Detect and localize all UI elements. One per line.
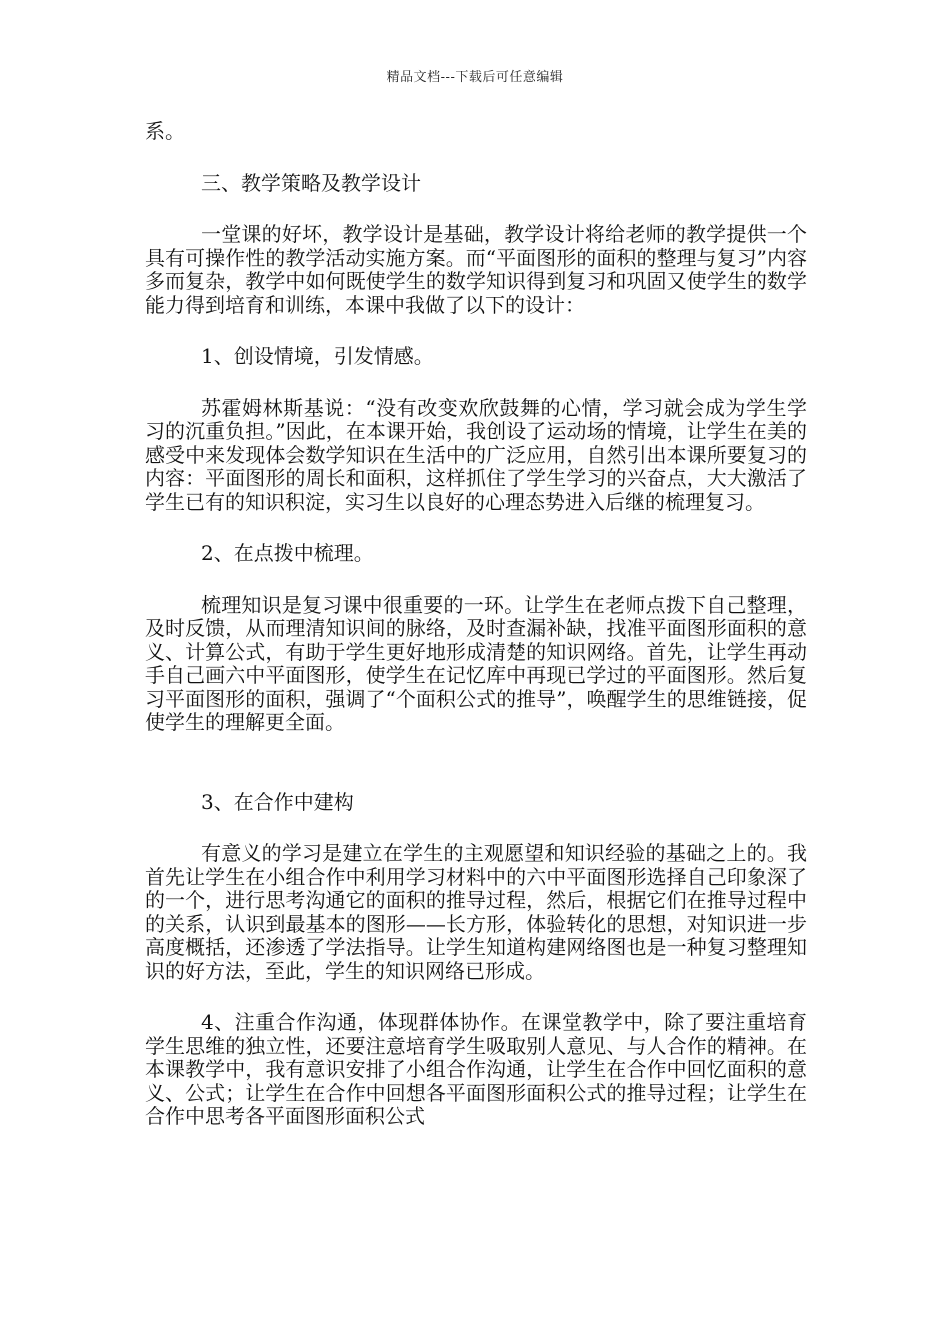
document-body <box>145 120 807 1129</box>
section-heading-strategy: 三、教学策略及教学设计 <box>201 170 421 195</box>
paragraph-3: 有意义的学习是建立在学生的主观愿望和知识经验的基础之上的。我首先让学生在小组合作中利用学习材料中的六中平面图形选择自己印象深了的一个，进行思考沟通它的面积的推导过程，然后，根据它们在推导过程中的关系，认识到最基本的图形——长方形，体验转化的思想，对知识进一步高度概括，还渗透了学法指导。让学生知道构建网络图也是一种复习整理知识的好方法，至此，学生的知识网络已形成。 <box>145 841 807 983</box>
paragraph-1: 苏霍姆林斯基说：“没有改变欢欣鼓舞的心情，学习就会成为学生学习的沉重负担。”因此，在本课开始，我创设了运动场的情境，让学生在美的感受中来发现体会数学知识在生活中的广泛应用，自然引出本课所要复习的内容：平面图形的周长和面积，这样抓住了学生学习的兴奋点，大大激活了学生已有的知识积淀，实习生以良好的心理态势进入后继的梳理复习。 <box>145 395 807 514</box>
subheading-3: 3、在合作中建构 <box>201 789 354 814</box>
paragraph-intro: 一堂课的好坏，教学设计是基础，教学设计将给老师的教学提供一个具有可操作性的教学活动实施方案。而“平面图形的面积的整理与复习”内容多而复杂，教学中如何既使学生的数学知识得到复习和巩固又使学生的数学能力得到培育和训练，本课中我做了以下的设计： <box>145 222 807 317</box>
page-header: 精品文档---下载后可任意编辑 <box>386 70 564 85</box>
subheading-2: 2、在点拨中梳理。 <box>201 541 374 565</box>
subheading-1: 1、创设情境，引发情感。 <box>201 344 434 368</box>
paragraph-4: 4、注重合作沟通，体现群体协作。在课堂教学中，除了要注重培育学生思维的独立性，还要注意培育学生吸取别人意见、与人合作的精神。在本课教学中，我有意识安排了小组合作沟通，让学生在合作中回忆面积的意义、公式；让学生在合作中回想各平面图形面积公式的推导过程；让学生在合作中思考各平面图形面积公式 <box>145 1010 807 1128</box>
paragraph-continuation: 系。 <box>145 119 185 143</box>
paragraph-2: 梳理知识是复习课中很重要的一环。让学生在老师点拨下自己整理，及时反馈，从而理清知识间的脉络，及时查漏补缺，找准平面图形面积的意义、计算公式，有助于学生更好地形成清楚的知识网络。首先，让学生再动手自己画六中平面图形，使学生在记忆库中再现已学过的平面图形。然后复习平面图形的面积，强调了“个面积公式的推导”，唤醒学生的思维链接，促使学生的理解更全面。 <box>145 592 807 734</box>
